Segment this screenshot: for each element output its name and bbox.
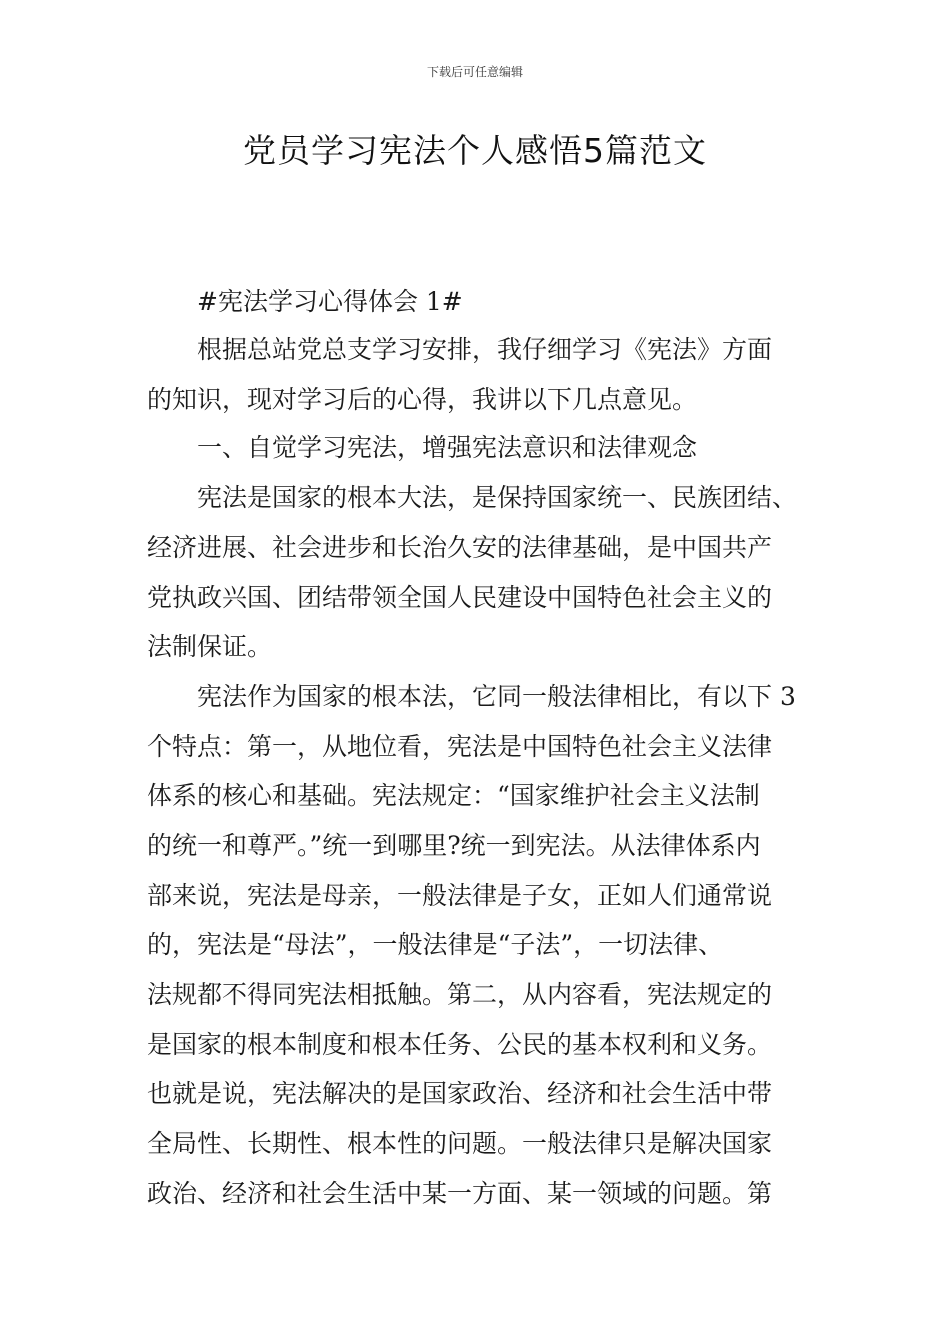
paragraph-line: 的知识，现对学习后的心得，我讲以下几点意见。 [147, 385, 698, 414]
section-heading: #宪法学习心得体会 1# [197, 287, 463, 316]
paragraph-line: 也就是说，宪法解决的是国家政治、经济和社会生活中带 [147, 1079, 773, 1108]
paragraph-line: 政治、经济和社会生活中某一方面、某一领域的问题。第 [147, 1179, 773, 1208]
paragraph-line: 党执政兴国、团结带领全国人民建设中国特色社会主义的 [147, 583, 773, 612]
paragraph-line: 部来说，宪法是母亲，一般法律是子女，正如人们通常说 [147, 881, 773, 910]
paragraph-line: 经济进展、社会进步和长治久安的法律基础，是中国共产 [147, 533, 773, 562]
paragraph-line: 个特点：第一，从地位看，宪法是中国特色社会主义法律 [147, 732, 773, 761]
paragraph-line: 根据总站党总支学习安排，我仔细学习《宪法》方面 [197, 335, 773, 364]
header-note: 下载后可任意编辑 [426, 65, 523, 79]
paragraph-line: 法制保证。 [147, 632, 273, 661]
paragraph-line: 的，宪法是“母法”，一般法律是“子法”，一切法律、 [147, 930, 724, 959]
paragraph-line: 法规都不得同宪法相抵触。第二，从内容看，宪法规定的 [147, 980, 773, 1009]
paragraph-line: 宪法是国家的根本大法，是保持国家统一、民族团结、 [197, 483, 798, 512]
paragraph-line: 体系的核心和基础。宪法规定：“国家维护社会主义法制 [147, 781, 760, 810]
paragraph-line: 是国家的根本制度和根本任务、公民的基本权利和义务。 [147, 1030, 773, 1059]
document-title: 党员学习宪法个人感悟5篇范文 [243, 131, 707, 170]
paragraph-line: 全局性、长期性、根本性的问题。一般法律只是解决国家 [147, 1129, 773, 1158]
paragraph-line: 宪法作为国家的根本法，它同一般法律相比，有以下 3 [197, 682, 796, 711]
subheading-line: 一、自觉学习宪法，增强宪法意识和法律观念 [197, 433, 698, 462]
paragraph-line: 的统一和尊严。”统一到哪里?统一到宪法。从法律体系内 [147, 831, 761, 860]
